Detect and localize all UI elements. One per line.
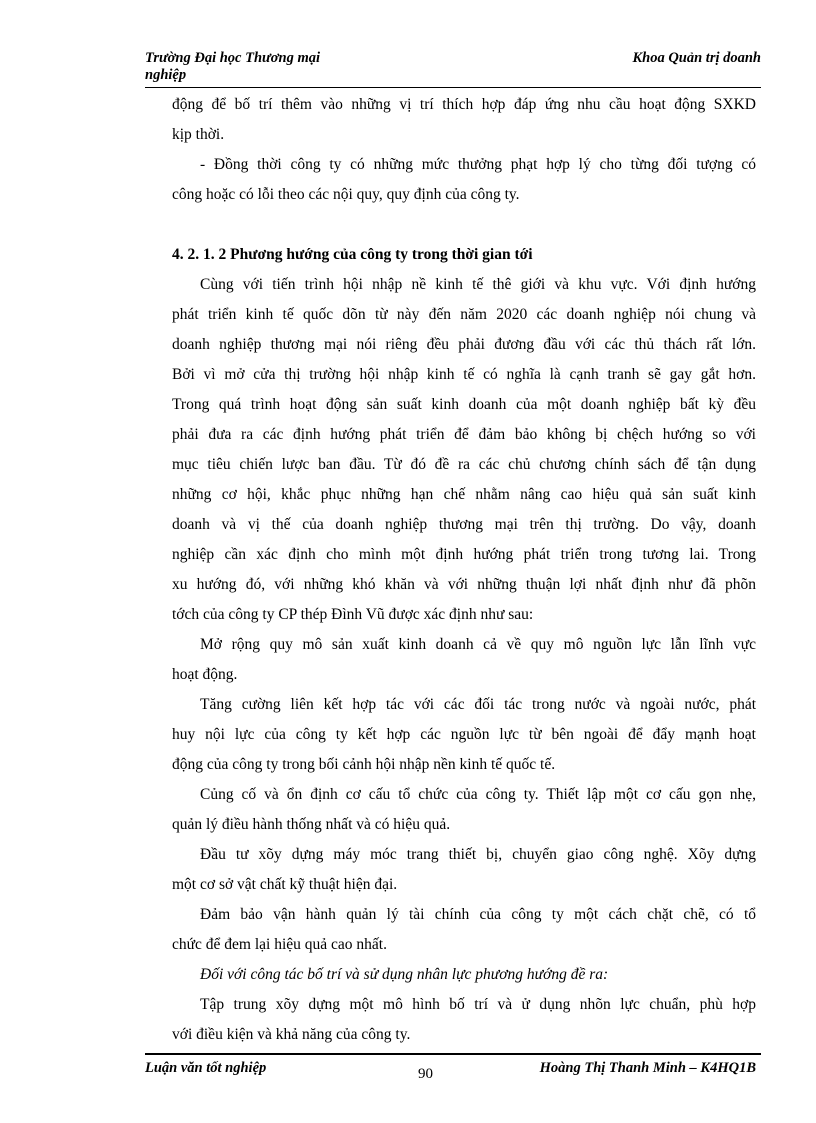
header-university: Trường Đại học Thương mại nghiệp bbox=[145, 50, 321, 83]
body-line: phải đưa ra các định hướng phát triển để đảm bảo không bị chệch hướng so với bbox=[172, 426, 756, 443]
body-line: Mở rộng quy mô sản xuất kinh doanh cả về quy mô nguồn lực lẫn lĩnh vực bbox=[200, 636, 756, 653]
body-line: tớch của công ty CP thép Đình Vũ được xác định như sau: bbox=[172, 606, 534, 623]
header-divider bbox=[145, 87, 761, 88]
page-header bbox=[145, 50, 761, 86]
page-number: 90 bbox=[418, 1066, 433, 1082]
body-line-italic: Đối với công tác bố trí và sử dụng nhân lực phương hướng đề ra: bbox=[200, 966, 609, 983]
body-line: những cơ hội, khắc phục những hạn chế nhằm nâng cao hiệu quả sản suất kinh bbox=[172, 486, 756, 503]
body-line: - Đồng thời công ty có những mức thưởng phạt hợp lý cho từng đối tượng có bbox=[200, 156, 756, 173]
body-line: Tập trung xõy dựng một mô hình bố trí và ử dụng nhõn lực chuẩn, phù hợp bbox=[200, 996, 756, 1013]
body-line: doanh nghiệp thương mại nói riêng đều phải đương đầu với các thủ thách rất lớn. bbox=[172, 336, 756, 353]
header-faculty: Khoa Quản trị doanh bbox=[632, 50, 761, 66]
body-line: Bởi vì mở cửa thị trường hội nhập kinh tế có nghĩa là cạnh tranh sẽ gay gắt hơn. bbox=[172, 366, 756, 383]
body-line: Củng cố và ổn định cơ cấu tổ chức của công ty. Thiết lập một cơ cấu gọn nhẹ, bbox=[200, 786, 756, 803]
body-line: Đầu tư xõy dựng máy móc trang thiết bị, chuyển giao công nghệ. Xõy dựng bbox=[200, 846, 756, 863]
body-line: phát triển kinh tế quốc dõn từ này đến năm 2020 các doanh nghiệp nói chung và bbox=[172, 306, 756, 323]
body-line: huy nội lực của công ty kết hợp các nguồn lực từ bên ngoài để đẩy mạnh hoạt bbox=[172, 726, 756, 743]
body-line: với điều kiện và khả năng của công ty. bbox=[172, 1026, 411, 1043]
body-line: xu hướng đó, với những khó khăn và với những thuận lợi nhất định như đã phõn bbox=[172, 576, 756, 593]
body-line: hoạt động. bbox=[172, 666, 238, 683]
body-line: động để bố trí thêm vào những vị trí thích hợp đáp ứng nhu cầu hoạt động SXKD bbox=[172, 96, 756, 113]
body-line: quản lý điều hành thống nhất và có hiệu quả. bbox=[172, 816, 451, 833]
document-body bbox=[172, 90, 756, 1050]
body-line: kịp thời. bbox=[172, 126, 225, 143]
body-line: nghiệp cần xác định cho mình một định hướng phát triển trong tương lai. Trong bbox=[172, 546, 756, 563]
footer-author: Hoàng Thị Thanh Minh – K4HQ1B bbox=[539, 1060, 756, 1076]
body-line: mục tiêu chiến lược ban đầu. Từ đó đề ra các chủ chương chính sách để tận dụng bbox=[172, 456, 756, 473]
section-heading: 4. 2. 1. 2 Phương hướng của công ty trong thời gian tới bbox=[172, 246, 533, 263]
body-line: Trong quá trình hoạt động sản suất kinh doanh của một doanh nghiệp bất kỳ đều bbox=[172, 396, 756, 413]
body-line: một cơ sở vật chất kỹ thuật hiện đại. bbox=[172, 876, 398, 893]
footer-thesis-label: Luận văn tốt nghiệp bbox=[145, 1060, 267, 1076]
footer-divider bbox=[145, 1053, 761, 1055]
body-line: chức để đem lại hiệu quả cao nhất. bbox=[172, 936, 387, 953]
body-line: Đảm bảo vận hành quản lý tài chính của công ty một cách chặt chẽ, có tổ bbox=[200, 906, 756, 923]
body-line: công hoặc có lỗi theo các nội quy, quy định của công ty. bbox=[172, 186, 520, 203]
paragraph-gap bbox=[172, 210, 756, 240]
body-line: doanh và vị thế của doanh nghiệp thương mại trên thị trường. Do vậy, doanh bbox=[172, 516, 756, 533]
body-line: Cùng với tiến trình hội nhập nề kinh tế thê giới và khu vực. Với định hướng bbox=[200, 276, 756, 293]
body-line: động của công ty trong bối cảnh hội nhập nền kinh tế quốc tế. bbox=[172, 756, 556, 773]
body-line: Tăng cường liên kết hợp tác với các đối tác trong nước và ngoài nước, phát bbox=[200, 696, 756, 713]
